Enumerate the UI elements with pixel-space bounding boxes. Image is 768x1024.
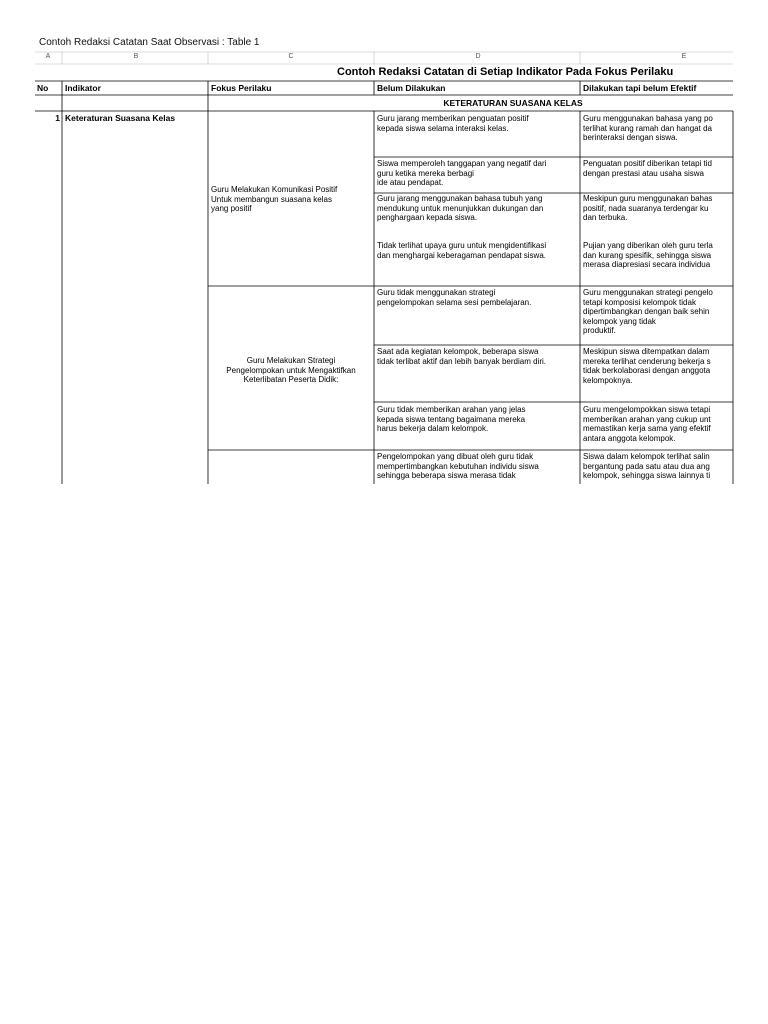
column-letter-e[interactable]: E bbox=[681, 53, 687, 60]
column-letter-b[interactable]: B bbox=[133, 53, 139, 60]
sheet-caption: Contoh Redaksi Catatan Saat Observasi : Table 1 bbox=[39, 37, 260, 48]
belum-cell-5: Guru tidak menggunakan strategi pengelompokan selama sesi pembelajaran. bbox=[377, 288, 532, 307]
belum-cell-1: Guru jarang memberikan penguatan positif kepada siswa selama interaksi kelas. bbox=[377, 114, 529, 133]
dilakukan-cell-6: Meskipun siswa ditempatkan dalam mereka terlihat cenderung bekerja s tidak berkolaborasi dengan anggota kelompoknya. bbox=[583, 347, 711, 385]
belum-cell-4: Tidak terlihat upaya guru untuk mengidentifikasi dan menghargai keberagaman pendapat siswa. bbox=[377, 241, 547, 260]
row-number: 1 bbox=[55, 113, 60, 123]
dilakukan-cell-4: Pujian yang diberikan oleh guru terla dan kurang spesifik, sehingga siswa merasa diapresiasi secara individua bbox=[583, 241, 713, 269]
header-fokus-perilaku: Fokus Perilaku bbox=[211, 83, 272, 93]
belum-cell-6: Saat ada kegiatan kelompok, beberapa siswa tidak terlibat aktif dan lebih banyak berdiam diri. bbox=[377, 347, 546, 366]
header-no: No bbox=[37, 83, 49, 93]
fokus-cell-1: Guru Melakukan Komunikasi Positif Untuk membangun suasana kelas yang positif bbox=[211, 185, 338, 213]
dilakukan-cell-8: Siswa dalam kelompok terlihat salin bergantung pada satu atau dua ang kelompok, sehingga siswa lainnya ti bbox=[583, 452, 711, 480]
belum-cell-2: Siswa memperoleh tanggapan yang negatif dari guru ketika mereka berbagi ide atau pendapat. bbox=[377, 159, 547, 187]
fokus-cell-2: Guru Melakukan Strategi Pengelompokan untuk Mengaktifkan Keterlibatan Peserta Didik: bbox=[226, 356, 356, 384]
dilakukan-cell-2: Penguatan positif diberikan tetapi tid dengan prestasi atau usaha siswa bbox=[583, 159, 712, 178]
table-title: Contoh Redaksi Catatan di Setiap Indikator Pada Fokus Perilaku bbox=[337, 66, 674, 78]
dilakukan-cell-3: Meskipun guru menggunakan bahas positif, nada suaranya terdengar ku dan terbuka. bbox=[583, 194, 713, 222]
dilakukan-cell-7: Guru mengelompokkan siswa tetapi memberikan arahan yang cukup unt memastikan kerja sama yang efektif antara anggota kelompok. bbox=[583, 405, 711, 443]
dilakukan-cell-5: Guru menggunakan strategi pengelo tetapi komposisi kelompok tidak dipertimbangkan dengan baik sehin kelompok yang tidak produktif. bbox=[583, 288, 713, 335]
belum-cell-8: Pengelompokan yang dibuat oleh guru tidak mempertimbangkan kebutuhan individu siswa sehingga beberapa siswa merasa tidak bbox=[377, 452, 539, 480]
section-heading: KETERATURAN SUASANA KELAS bbox=[443, 98, 583, 108]
header-belum-dilakukan: Belum Dilakukan bbox=[377, 83, 446, 93]
indikator-cell: Keteraturan Suasana Kelas bbox=[65, 113, 176, 123]
belum-cell-3: Guru jarang menggunakan bahasa tubuh yang mendukung untuk menunjukkan dukungan dan penghargaan kepada siswa. bbox=[377, 194, 544, 222]
column-letter-d[interactable]: D bbox=[475, 53, 481, 60]
column-letter-c[interactable]: C bbox=[288, 53, 294, 60]
belum-cell-7: Guru tidak memberikan arahan yang jelas kepada siswa tentang bagaimana mereka harus bekerja dalam kelompok. bbox=[377, 405, 526, 433]
header-dilakukan-belum-efektif: Dilakukan tapi belum Efektif bbox=[583, 83, 697, 93]
column-letter-a[interactable]: A bbox=[45, 53, 51, 60]
dilakukan-cell-1: Guru menggunakan bahasa yang po terlihat kurang ramah dan hangat da berinteraksi dengan siswa. bbox=[583, 114, 713, 142]
header-indikator: Indikator bbox=[65, 83, 101, 93]
